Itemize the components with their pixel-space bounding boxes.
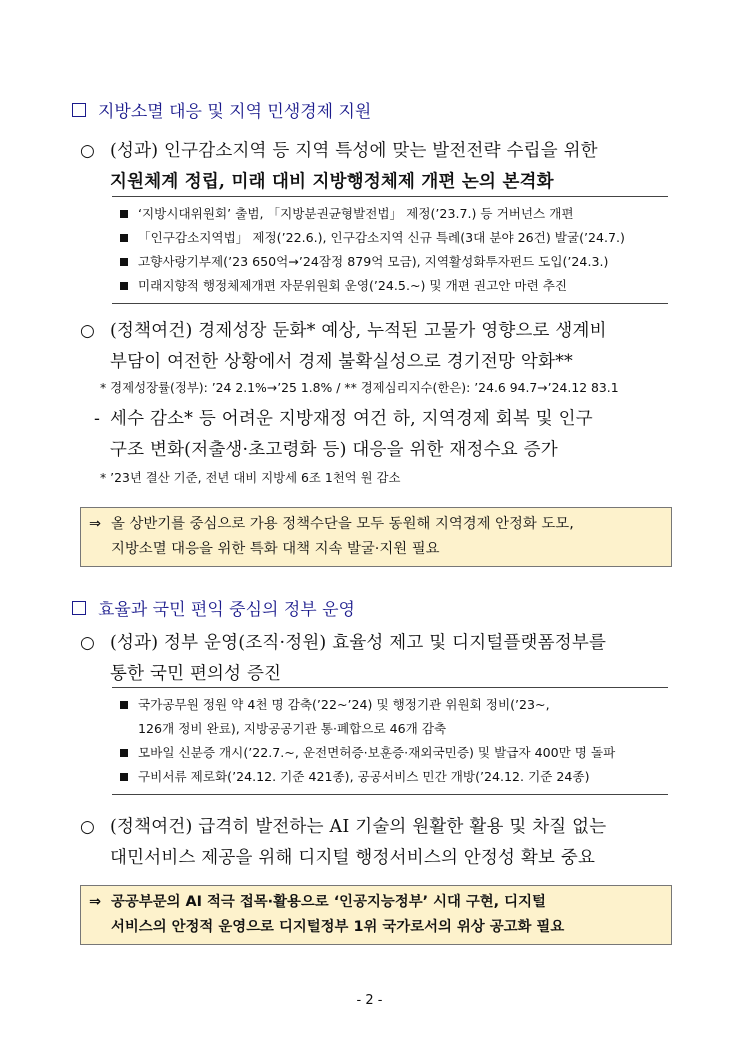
paragraph-line: (정책여건) 경제성장 둔화* 예상, 누적된 고물가 영향으로 생계비	[110, 321, 607, 341]
callout-line: 지방소멸 대응을 위한 특화 대책 지속 발굴·지원 필요	[111, 541, 440, 557]
circle-bullet-icon: ○	[80, 633, 96, 653]
list-item: 국가공무원 정원 약 4천 명 감축(’22~’24) 및 행정기관 위원회 정비(’23~,	[118, 693, 662, 717]
conclusion-callout-2	[80, 885, 672, 945]
square-bullet-icon	[120, 234, 128, 242]
paragraph-line: 통한 국민 편의성 증진	[110, 664, 282, 684]
square-bullet-icon	[120, 210, 128, 218]
page-number: - 2 -	[356, 993, 383, 1008]
conclusion-callout-1	[80, 507, 672, 567]
section-heading-1	[72, 97, 371, 122]
list-item: ‘지방시대위원회’ 출범, 「지방분권균형발전법」 제정(’23.7.) 등 거버넌스 개편	[118, 202, 662, 226]
callout-line: ⇒ 올 상반기를 중심으로 가용 정책수단을 모두 동원해 지역경제 안정화 도모,	[89, 512, 663, 537]
arrow-icon: ⇒	[89, 516, 102, 532]
section-title: 효율과 국민 편익 중심의 정부 운영	[98, 600, 355, 620]
callout-line: 서비스의 안정적 운영으로 디지털정부 1위 국가로서의 위상 공고화 필요	[111, 919, 565, 935]
list-item: 「인구감소지역법」 제정(’22.6.), 인구감소지역 신규 특례(3대 분야 26건) 발굴(’24.7.)	[118, 226, 662, 250]
section-title: 지방소멸 대응 및 지역 민생경제 지원	[98, 102, 372, 122]
paragraph-achievement-2	[80, 628, 680, 690]
square-bullet-icon	[120, 258, 128, 266]
list-item: 고향사랑기부제(’23 650억→’24잠정 879억 모금), 지역활성화투자펀드 도입(’24.3.)	[118, 250, 662, 274]
paragraph-line: (성과) 정부 운영(조직·정원) 효율성 제고 및 디지털플랫폼정부를	[110, 633, 607, 653]
footnote-2: * ’23년 결산 기준, 전년 대비 지방세 6조 1천억 원 감소	[100, 470, 401, 485]
arrow-icon: ⇒	[89, 894, 102, 910]
paragraph-line: 부담이 여전한 상황에서 경제 불확실성으로 경기전망 악화**	[110, 352, 573, 372]
list-item: 미래지향적 행정체제개편 자문위원회 운영(’24.5.~) 및 개편 권고안 마련 추진	[118, 274, 662, 298]
dash-bullet: -	[94, 409, 101, 429]
paragraph-line: (정책여건) 급격히 발전하는 AI 기술의 원활한 활용 및 차질 없는	[110, 817, 607, 837]
paragraph-line: 구조 변화(저출생·초고령화 등) 대응을 위한 재정수요 증가	[110, 440, 558, 460]
square-bullet-icon	[120, 749, 128, 757]
paragraph-line: 지원체계 정립, 미래 대비 지방행정체제 개편 논의 본격화	[110, 172, 554, 192]
list-item-continuation: 126개 정비 완료), 지방공공기관 통·폐합으로 46개 감축	[138, 721, 447, 736]
paragraph-conditions-1	[80, 316, 680, 378]
circle-bullet-icon: ○	[80, 321, 96, 341]
checkbox-icon	[72, 103, 86, 117]
paragraph-subpoint	[94, 404, 694, 466]
circle-bullet-icon: ○	[80, 141, 96, 161]
evidence-box-2	[112, 687, 668, 795]
paragraph-achievement-1	[80, 136, 680, 198]
circle-bullet-icon: ○	[80, 817, 96, 837]
square-bullet-icon	[120, 701, 128, 709]
callout-line: ⇒ 공공부문의 AI 적극 접목·활용으로 ‘인공지능정부’ 시대 구현, 디지털	[89, 890, 663, 915]
paragraph-line: 대민서비스 제공을 위해 디지털 행정서비스의 안정성 확보 중요	[110, 848, 596, 868]
checkbox-icon	[72, 601, 86, 615]
paragraph-conditions-2	[80, 812, 680, 874]
paragraph-line: (성과) 인구감소지역 등 지역 특성에 맞는 발전전략 수립을 위한	[110, 141, 598, 161]
footnote-1: * 경제성장률(정부): ’24 2.1%→’25 1.8% / ** 경제심리지수(한은): ’24.6 94.7→’24.12 83.1	[100, 380, 619, 395]
square-bullet-icon	[120, 282, 128, 290]
list-item: 모바일 신분증 개시(’22.7.~, 운전면허증·보훈증·재외국민증) 및 발급자 400만 명 돌파	[118, 741, 662, 765]
paragraph-line: 세수 감소* 등 어려운 지방재정 여건 하, 지역경제 회복 및 인구	[110, 409, 593, 429]
square-bullet-icon	[120, 773, 128, 781]
section-heading-2	[72, 595, 355, 620]
list-item: 구비서류 제로화(’24.12. 기준 421종), 공공서비스 민간 개방(’24.12. 기준 24종)	[118, 765, 662, 789]
evidence-box-1	[112, 196, 668, 304]
